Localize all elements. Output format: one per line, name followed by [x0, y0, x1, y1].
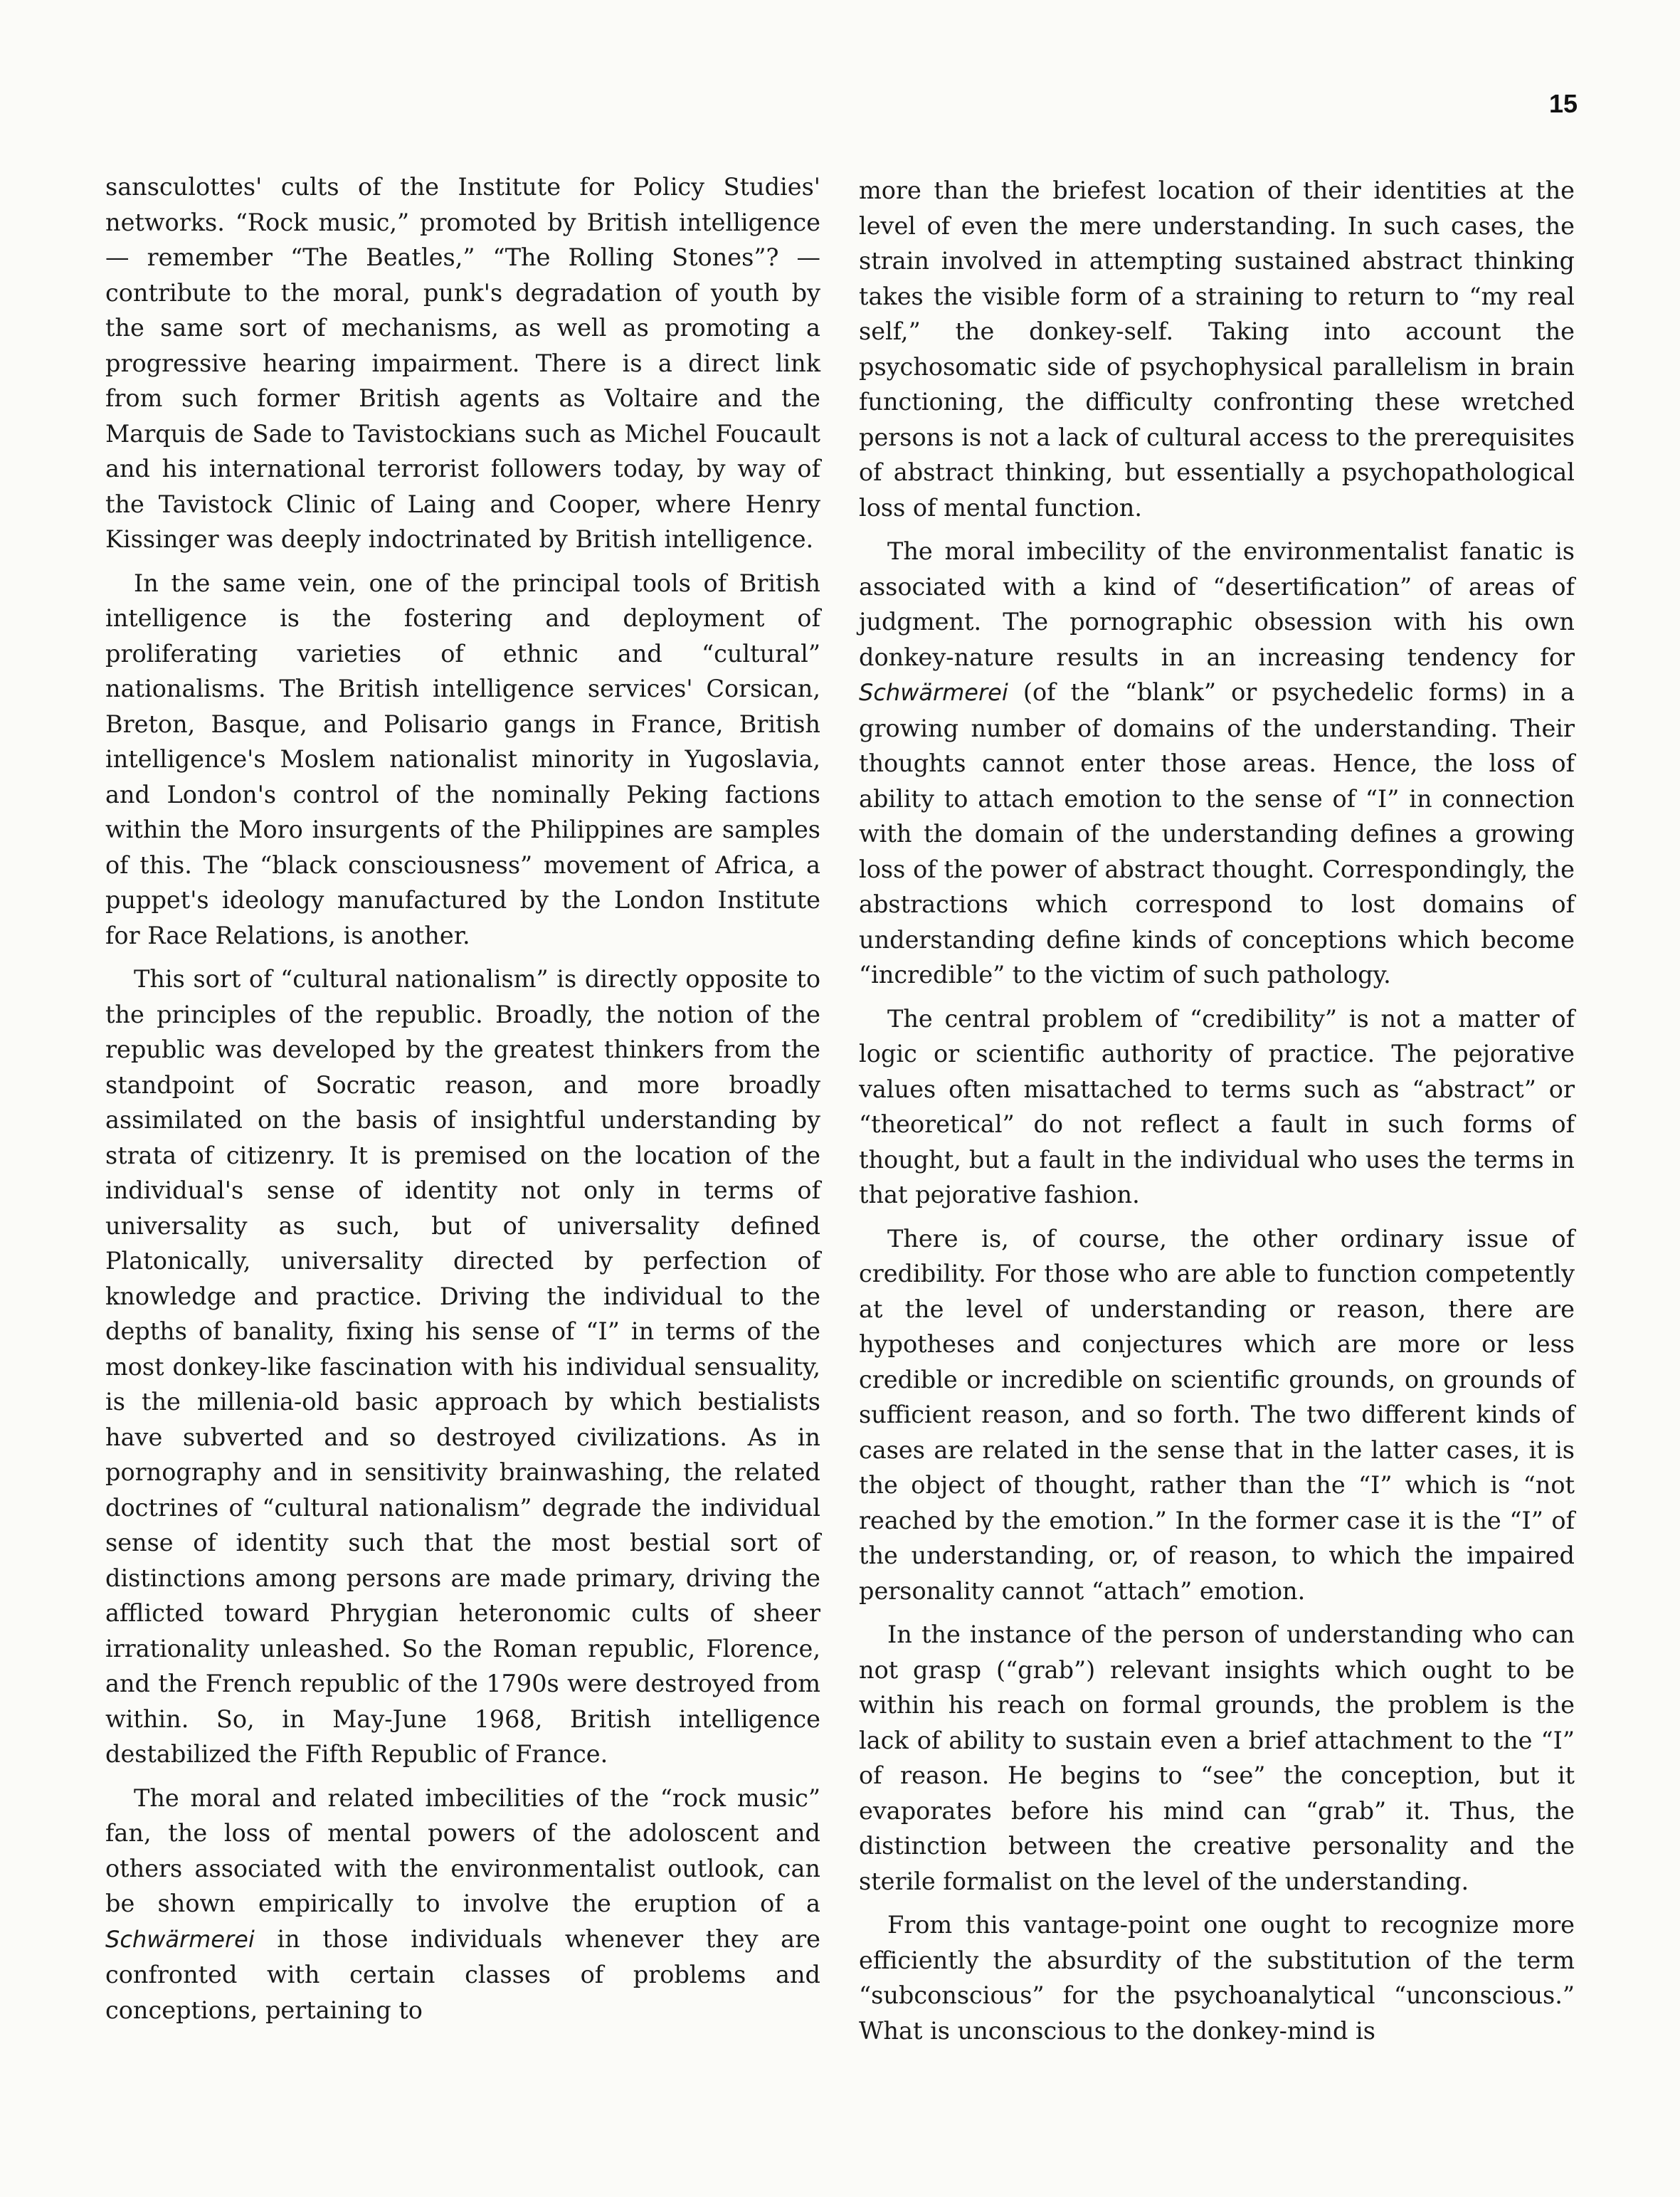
paragraph: more than the briefest location of their identities at the level of even the mere understanding. In such cases, the strain involved in attempting sustained abstract thinking takes the visible form of a straining to return to “my real self,” the donkey-self. Taking into account the psychosomatic side of psychophysical parallelism in brain functioning, the difficulty confronting these wretched persons is not a lack of cultural access to the prerequisites of abstract thinking, but essentially a psychopathological loss of mental function. — [859, 177, 1575, 522]
paragraph: sansculottes' cults of the Institute for Policy Studies' networks. “Rock music,” promoted by British intelligence — remember “The Beatles,” “The Rolling Stones”? — contribute to the moral, punk's degradation of youth by the same sort of mechanisms, as well as promoting a progressive hearing impairment. There is a direct link from such former British agents as Voltaire and the Marquis de Sade to Tavistockians such as Michel Foucault and his international terrorist followers today, by way of the Tavistock Clinic of Laing and Cooper, where Henry Kissinger was deeply indoctrinated by British intelligence. — [105, 173, 820, 553]
left-column — [105, 169, 820, 2036]
paragraph: There is, of course, the other ordinary issue of credibility. For those who are able to function competently at the level of understanding or reason, there are hypotheses and conjectures which are more or less credible or incredible on scientific grounds, on grounds of sufficient reason, and so forth. The two different kinds of cases are related in the sense that in the latter cases, it is the object of thought, rather than the “I” which is “not reached by the emotion.” In the former case it is the “I” of the understanding, or, of reason, to which the impaired personality cannot “attach” emotion. — [859, 1224, 1575, 1605]
paragraph: This sort of “cultural nationalism” is directly opposite to the principles of the republic. Broadly, the notion of the republic was developed by the greatest thinkers from the standpoint of Socratic reason, and more broadly assimilated on the basis of insightful understanding by strata of citizenry. It is premised on the location of the individual's sense of identity not only in terms of universality as such, but of universality defined Platonically, universality directed by perfection of knowledge and practice. Driving the individual to the depths of banality, fixing his sense of “I” in terms of the most donkey-like fascination with his individual sensuality, is the millenia-old basic approach by which bestialists have subverted and so destroyed civilizations. As in pornography and in sensitivity brainwashing, the related doctrines of “cultural nationalism” degrade the individual sense of identity such that the most bestial sort of distinctions among persons are made primary, driving the afflicted toward Phrygian heteronomic cults of sheer irrationality unleashed. So the Roman republic, Florence, and the French republic of the 1790s were destroyed from within. So, in May-June 1968, British intelligence destabilized the Fifth Republic of France. — [105, 965, 820, 1768]
paragraph: The moral imbecility of the environmentalist fanatic is associated with a kind of “desertification” of areas of judgment. The pornographic obsession with his own donkey-nature results in an increasing tendency for Schwärmerei (of the “blank” or psychedelic forms) in a growing number of domains of the understanding. Their thoughts cannot enter those areas. Hence, the loss of ability to attach emotion to the sense of “I” in connection with the domain of the understanding defines a growing loss of the power of abstract thought. Correspondingly, the abstractions which correspond to lost domains of understanding define kinds of conceptions which become “incredible” to the victim of such pathology. — [859, 537, 1575, 989]
paragraph: The central problem of “credibility” is not a matter of logic or scientific authority of practice. The pejorative values often misattached to terms such as “abstract” or “theoretical” do not reflect a fault in such forms of thought, but a fault in the individual who uses the terms in that pejorative fashion. — [859, 1004, 1575, 1208]
paragraph: From this vantage-point one ought to recognize more efficiently the absurdity of the substitution of the term “subconscious” for the psychoanalytical “unconscious.” What is unconscious to the donkey-mind is — [859, 1911, 1575, 2045]
paragraph: In the same vein, one of the principal tools of British intelligence is the fostering and deployment of proliferating varieties of ethnic and “cultural” nationalisms. The British intelligence services' Corsican, Breton, Basque, and Polisario gangs in France, British intelligence's Moslem nationalist minority in Yugoslavia, and London's control of the nominally Peking factions within the Moro insurgents of the Philippines are samples of this. The “black consciousness” movement of Africa, a puppet's ideology manufactured by the London Institute for Race Relations, is another. — [105, 569, 820, 949]
right-column — [859, 169, 1575, 2057]
page-number: 15 — [1549, 89, 1578, 118]
paragraph: In the instance of the person of understanding who can not grasp (“grab”) relevant insights which ought to be within his reach on formal grounds, the problem is the lack of ability to sustain even a brief attachment to the “I” of reason. He begins to “see” the conception, but it evaporates before his mind can “grab” it. Thus, the distinction between the creative personality and the sterile formalist on the level of the understanding. — [859, 1621, 1575, 1895]
paragraph: The moral and related imbecilities of the “rock music” fan, the loss of mental powers of the adoloscent and others associated with the environmentalist outlook, can be shown empirically to involve the eruption of a Schwärmerei in those individuals whenever they are confronted with certain classes of problems and conceptions, pertaining to — [105, 1784, 820, 2024]
